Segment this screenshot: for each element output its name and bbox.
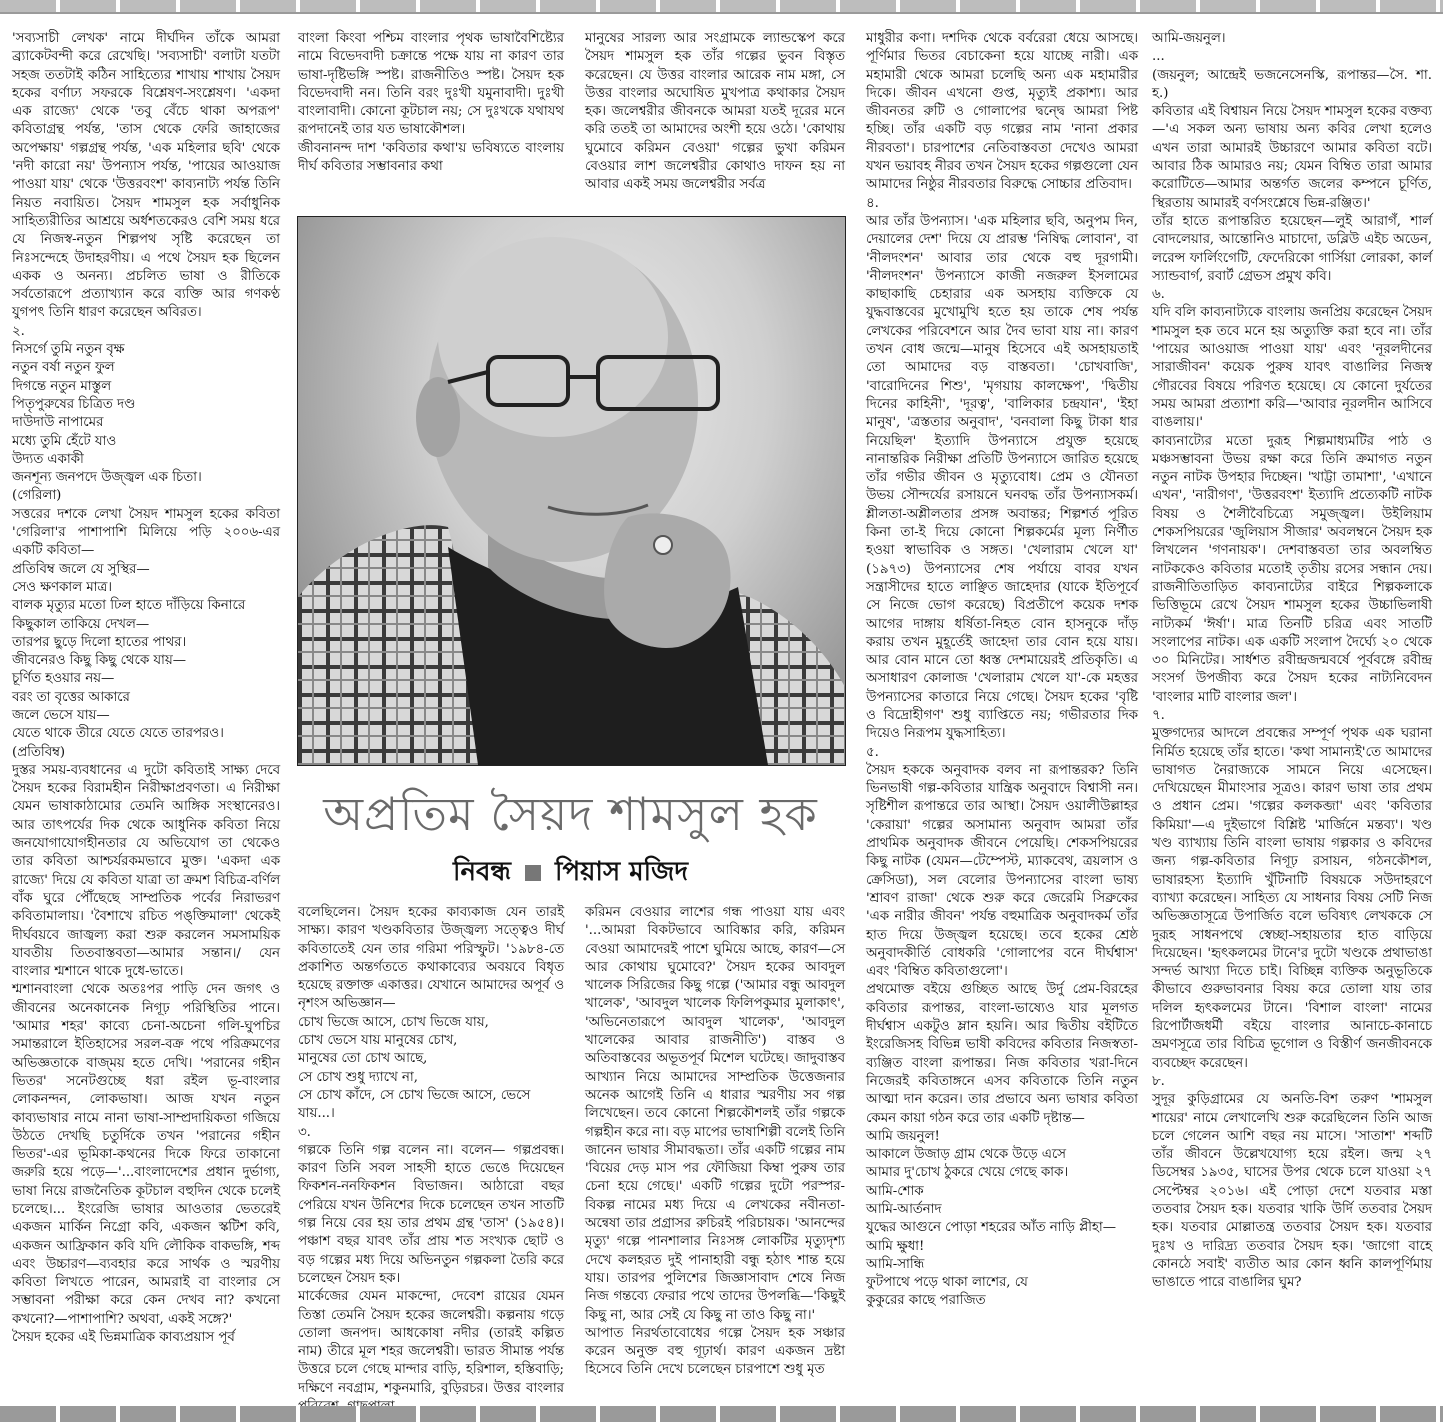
article-paragraph: জলে ভেসে যায়— bbox=[12, 707, 110, 723]
article-paragraph: আমি ক্ষুধা! bbox=[866, 1238, 925, 1254]
article-paragraph: কুকুরের কাছে পরাজিত bbox=[866, 1293, 986, 1309]
article-paragraph: দাউদাউ নাপামের bbox=[12, 415, 104, 431]
article-headline: অপ্রতিম সৈয়দ শামসুল হক bbox=[323, 787, 818, 841]
article-paragraph: ২. bbox=[12, 323, 25, 339]
article-paragraph: মাধুরীর কণা। দশদিক থেকে বর্বরেরা ধেয়ে আসছে। পূর্ণিমার ভিতর বেচাকেনা হয়ে যাচ্ছে নারী। এক মহামারী থেকে আমরা চলেছি অন্য এক মহামারীর দিকে। জীবন এখনো গুপ্ত, মৃত্যুই প্রকাশ্য। আর জীবনতর রুটি ও গোলাপের দ্বন্দ্বে আমরা পিষ্ট হচ্ছি। তাঁর একটি বড় গল্পের নাম 'নানা প্রকার নীরবতা'। চারপাশের নেতিবাস্তবতা দেখেও আমরা যখন ভয়াবহ নীরব তখন সৈয়দ হকের গল্পগুলো যেন আমাদের নিষ্ঠুর নীরবতার বিরুদ্ধে সোচ্চার প্রতিবাদ। bbox=[866, 31, 1138, 193]
article-paragraph: আকালে উজাড় গ্রাম থেকে উড়ে এসে bbox=[866, 1147, 1066, 1163]
article-paragraph: আমি জয়নুল! bbox=[866, 1128, 940, 1144]
article-paragraph: আপাত নিরর্থতাবোধের গল্পে সৈয়দ হক সঞ্চার করেন অনুক্ত বহু গূঢ়ার্থ। কারণ একজন দ্রষ্টা হিসেবে তিনি দেখে চলেছেন চারপাশে শুধু মৃত bbox=[585, 1325, 845, 1378]
article-paragraph: জীবনেরও কিছু কিছু থেকে যায়— bbox=[12, 653, 187, 669]
article-paragraph: সে চোখ কাঁদে, সে চোখ ভিজে আসে, ভেসে যায়...। bbox=[298, 1087, 531, 1122]
article-paragraph: তারপর ছুড়ে দিলো হাতের পাথর। bbox=[12, 634, 187, 650]
article-paragraph: মার্কেজের যেমন মাকন্দো, দেবেশ রায়ের যেমন তিস্তা তেমনি সৈয়দ হকের জলেশ্বরী। কল্পনায় গড়ে তোলা জনপদ। আধকোষা নদীর (তারই কল্পিত নাম) তীরে মূল শহর জলেশ্বরী। ভারত সীমান্ত পর্যন্ত উত্তরে চলে গেছে মান্দার বাড়ি, হরিশাল, হস্তিবাড়ি; দক্ষিণে নবগ্রাম, শকুনমারি, বুড়িরচর। উত্তর বাংলার bbox=[298, 1289, 564, 1396]
author-portrait-photo bbox=[297, 216, 846, 766]
article-paragraph: যেতে থাকে তীরে যেতে যেতে তারপরও। bbox=[12, 726, 224, 742]
article-paragraph: সৈয়দ হককে অনুবাদক বলব না রূপান্তরক? তিনি ভিনভাষী গল্প-কবিতার যান্ত্রিক অনুবাদে বিশ্বাসী নন। সৃষ্টিশীল রূপান্তরে তার আস্থা। সৈয়দ ওয়ালীউল্লাহর 'কেরায়া' গল্পের অসামান্য অনুবাদ আমরা তাঁর প্রাথমিক অনুবাদক জীবনে পেয়েছি। শেকসপিয়রের কিছু নাটক (যেমন—টেম্পেস্ট, ম্যাকবেথ, ত্রয়লাস ও ক্রেসিডা), সল বেলোর উপন্যাসের বাংলা ভাষ্য 'শ্রাবণ রাজা' থেকে শুরু করে জেরেমি সিব্রুকের 'এক নারীর জীবন' পর্যন্ত বহুমাত্রিক অনুবাদকর্ম তাঁর হাত দিয়ে উজ্জ্বল হয়েছে। তবে হকের শ্রেষ্ঠ অনুবাদকীর্তি বোধকরি 'গোলাপের বনে দীর্ঘশ্বাস' এবং 'বিম্বিত কবিতাগুলো'। bbox=[866, 762, 1138, 980]
article-paragraph: (প্রতিবিম্ব) bbox=[12, 744, 66, 760]
article-paragraph: আর তাঁর উপন্যাস। 'এক মহিলার ছবি, অনুপম দিন, দেয়ালের দেশ' দিয়ে যে প্রারম্ভ 'নিষিদ্ধ লোবান', বা 'নীলদংশন' আবার তার থেকে বহু দূরগামী। 'নীলদংশন' উপন্যাসে কাজী নজরুল ইসলামের কাছাকাছি চেহারার এক অসহায় ব্যক্তিকে যে যুদ্ধবাস্তবের মুখোমুখি হতে হয় তাকে শেষ পর্যন্ত লেখকের পরিবেশনে আর দৈব ভাবা যায় না। কারণ তখন বোধ জন্মে—মানুষ হিসেবে এই অসহায়তাই তো আমাদের বড় বাস্তবতা। 'চোখবাজি', 'বারোদিনের শিশু', 'মৃগয়ায় কালক্ষেপ', 'দ্বিতীয় দিনের কাহিনী', 'দূরত্ব', 'বালিকার চন্দ্রযান', 'ইহা মানুষ', 'ত্রস্ততার অনুবাদ', 'বনবালা কিছু টাকা ধার নিয়েছিল' ইত্যাদি উপন্যাসে প্রযুক্ত হয়েছে নানান্তরিক নিরীক্ষা প্রতিটি উপন্যাসে জারিত হয়েছে তাঁর গভীর জীবন ও মৃত্যুবোধ। প্রেম ও যৌনতা উভয় সৌন্দর্যের রসায়নে ঘনবদ্ধ তাঁর উপন্যাসকর্ম। শ্লীলতা-অশ্লীলতার প্রসঙ্গ অবান্তর; শিল্পশর্ত পূরিত কিনা তা-ই দিয়ে কোনো শিল্পকর্মের মূল্য নির্ণীত হওয়া স্বাভাবিক ও সঙ্গত। 'খেলারাম খেলে যা' (১৯৭৩) উপন্যাসের শেষ পর্যায়ে বাবর যখন সন্ত্রাসীদের হাতে লাঞ্ছিত জাহেদার (যাকে ইতিপূর্বে সে নিজে ভোগ করেছে) বিপ্রতীপে কয়েক দশক আগের দাঙ্গায় ধর্ষিতা-নিহত বোন হাসনুকে দাঁড় করায় তখন মুহূর্তেই জাহেদা তার বোন হয়ে যায়। আর বোন মানে তো ধ্বস্ত দেশমায়েরই প্রতিকৃতি। এ অসাধারণ কোলাজ 'খেলারাম খেলে যা'-কে মহত্তর উপন্যাসের কাতারে নিয়ে গেছে। সৈয়দ হকের 'বৃষ্টি ও বিদ্রোহীগণ' শুধু ব্যাপ্তিতে নয়; গভীরতার দিক দিয়েও নিরূপম যুদ্ধসাহিত্য। bbox=[866, 213, 1138, 742]
article-paragraph: বাংলা কিংবা পশ্চিম বাংলার পৃথক ভাষাবৈশিষ্ট্যের নামে বিভেদবাদী চক্রান্তে পক্ষে যায় না কারণ তার ভাষা-দৃষ্টিভঙ্গি স্পষ্ট। রাজনীতিও স্পষ্ট। সৈয়দ হক বিভেদবাদী নন। তিনি বরং দুঃখী যমুনাবাদী। দুঃখী বাংলাবাদী। কোনো কূটচাল নয়; সে দুঃখকে যথাযথ রূপদানেই তার যত ভাষাকৌশল। bbox=[298, 31, 564, 138]
article-paragraph: চোখ ভিজে আসে, চোখ ভিজে যায়, bbox=[298, 1014, 489, 1030]
article-paragraph: 'সব্যসাচী লেখক' নামে দীর্ঘদিন তাঁকে আমরা ব্র্যাকেটবন্দী করে রেখেছি। 'সব্যসাচী' বলাটা যতটা সহজ ততটাই কঠিন সাহিত্যের শাখায় শাখায় সৈয়দ হকের বর্ণাঢ্য সফরকে বিশ্লেষণ-সংশ্লেষণ। 'একদা এক রাজ্যে' থেকে 'তবু বেঁচে থাকা অপরূপ' কবিতাগ্রন্থ পর্যন্ত, 'তাস থেকে ফেরি জাহাজের অপেক্ষায়' গল্পগ্রন্থ পর্যন্ত, 'এক মহিলার ছবি' থেকে 'নদী কারো নয়' উপন্যাস পর্যন্ত, 'পায়ের আওয়াজ পাওয়া যায়' থেকে 'উত্তরবংশ' কাব্যনাট্য পর্যন্ত তিনি নিয়ত নবায়িত। সৈয়দ শামসুল হক সর্বাধুনিক সাহিত্যরীতির আশ্রয়ে অর্ধশতকেরও বেশি সময় ধরে যে নিজস্ব-নতুন শিল্পপথ সৃষ্টি করেছেন তা নিঃসন্দেহে উদাহরণীয়। এ পথে সৈয়দ হক ছিলেন একক ও অনন্য। প্রচলিত ভাষা ও রীতিকে সর্বতোরূপে প্রত্যাখ্যান করে ব্যক্তি আর গণকণ্ঠ যুগপৎ তিনি ধারণ করেছেন অবিরত। bbox=[12, 31, 280, 321]
article-paragraph: (জয়নুল; আন্দ্রেই ভজনেসেনস্কি, রূপান্তর—সৈ. শা. হ.) bbox=[1152, 67, 1432, 101]
article-paragraph: মানুষের তো চোখ আছে, bbox=[298, 1051, 428, 1067]
article-paragraph: চূর্ণিত হওয়ার নয়— bbox=[12, 671, 115, 687]
article-paragraph: ফুটপাথে পড়ে থাকা লাশের, যে bbox=[866, 1275, 1028, 1291]
article-paragraph: মানুষের সারল্য আর সংগ্রামকে ল্যান্ডস্কেপ করে সৈয়দ শামসুল হক তাঁর গল্পের ভুবন বিস্তৃত করেছেন। যে উত্তর বাংলার আরেক নাম মঙ্গা, সে উত্তর বাংলার অঘোষিত মুখপাত্র কথাকার সৈয়দ হক। জলেশ্বরীর জীবনকে আমরা যতই দূরের মনে করি ততই তা আমাদের অংশী হয়ে ওঠে। 'কোথায় ঘুমোবে করিমন বেওয়া' গল্পের ভুখা করিমন বেওয়ার লাশ জলেশ্বরীর কোথাও দাফন হয় না আবার একই সময় জলেশ্বরীর সর্বত্র bbox=[585, 31, 845, 193]
byline-author: পিয়াস মজিদ bbox=[555, 857, 688, 887]
article-paragraph: বরং তা বৃত্তের আকারে bbox=[12, 689, 130, 705]
article-paragraph: সে চোখ শুধু দ্যাখে না, bbox=[298, 1069, 418, 1085]
column-2-top bbox=[298, 30, 564, 210]
article-paragraph: নতুন বর্ষা নতুন ফুল bbox=[12, 360, 115, 376]
article-paragraph: মুক্তগদ্যের আদলে প্রবন্ধের সম্পূর্ণ পৃথক এক ঘরানা নির্মিত হয়েছে তাঁর হাতে। 'কথা সামান্যই'তে আমাদের ভাষাগত নৈরাজ্যকে সামনে নিয়ে এসেছেন। দেখিয়েছেন মীমাংসার সূত্রও। কারণ ভাষা তার প্রথম ও প্রধান প্রেম। 'গল্পের কলকব্জা' এবং 'কবিতার কিমিয়া'—এ দুইভাগে বিশ্লিষ্ট 'মার্জিনে মন্তব্য'। খণ্ড খণ্ড ব্যাখ্যায় তিনি বাংলা ভাষায় গল্পকার ও কবিদের জন্য গল্প-কবিতার নিগূঢ় রসায়ন, গঠনকৌশল, ভাষারহস্য ইত্যাদি খুঁটিনাটি বিষয়কে সউদাহরণে ব্যাখ্যা করেছেন। সাহিত্য যে সাধনার বিষয় সেটি নিজ অভিজ্ঞতাসূত্রে উপার্জিত বলে ভবিষ্যৎ লেখককে সে দুরূহ সাধনপথে স্বেচ্ছা-সহায়তার হাত বাড়িয়ে দিয়েছেন। 'হৃৎকলমের টানে'র দুটো খণ্ডকে প্রথাভাঙা সন্দর্ভ আখ্যা দিতে চাই। বিচ্ছিন্ন ব্যক্তিক অনুভূতিকে কীভাবে গুরুভাবনার বিষয় করে তোলা যায় তার দলিল হৃৎকলমের টানে। 'বিশাল বাংলা' নামের রিপোর্টাজধর্মী বইয়ে বাংলার আনাচে-কানাচে ভ্রমণসূত্রে তার বিচিত্র ভূগোল ও বিস্তীর্ণ জনজীবনকে ব্যবচ্ছেদ করেছেন। bbox=[1152, 726, 1432, 1071]
article-paragraph: সৈয়দ হকের এই ভিন্নমাত্রিক কাব্যপ্রয়াস পূর্ব bbox=[12, 1330, 235, 1346]
article-paragraph: ৬. bbox=[1152, 287, 1165, 303]
article-paragraph: ৮. bbox=[1152, 1073, 1165, 1089]
article-paragraph: কাব্যনাট্যের মতো দুরূহ শিল্পমাধ্যমটির পাঠ ও মঞ্চসম্ভাবনা উভয় রক্ষা করে তিনি ক্রমাগত নতুন নতুন নাটক উপহার দিচ্ছেন। 'খাট্টা তামাশা', 'এখানে এখন', 'নারীগণ', 'উত্তরবংশ' ইত্যাদি প্রত্যেকটি নাটক বিষয় ও শৈলীবৈচিত্র্যে সমুজ্জ্বল। উইলিয়াম শেকসপিয়রের 'জুলিয়াস সীজার' অবলম্বনে সৈয়দ হক লিখলেন 'গণনায়ক'। দেশবাস্তবতা তার অবলম্বিত নাটককেও কবিতার মতোই তৃতীয় রসের সন্ধান দেয়। রাজনীতিতাড়িত কাব্যনাট্যের বাইরে শিল্পকলাকে ভিত্তিভূমে রেখে সৈয়দ শামসুল হকের উচ্চাভিলাষী নাট্যকর্ম 'ঈর্ষা'। মাত্র তিনটি চরিত্র এবং সাতটি সংলাপের নাটক। এক একটি সংলাপ দৈর্ঘ্যে ২০ থেকে ৩০ মিনিটের। সার্ধশত রবীন্দ্রজন্মবর্ষে পূর্ববঙ্গে রবীন্দ্র সংসর্গ উপজীব্য করে সৈয়দ হকের নাট্যনিবেদন 'বাংলার মাটি বাংলার জল'। bbox=[1152, 433, 1432, 705]
column-2-bottom bbox=[298, 904, 564, 1402]
article-paragraph: জীবনানন্দ দাশ 'কবিতার কথা'য় ভবিষ্যতে বাংলায় দীর্ঘ কবিতার সম্ভাবনার কথা bbox=[298, 140, 564, 175]
article-paragraph: যদি বলি কাব্যনাট্যকে বাংলায় জনপ্রিয় করেছেন সৈয়দ শামসুল হক তবে মনে হয় অত্যুক্তি করা হবে না। তাঁর 'পায়ের আওয়াজ পাওয়া যায়' এবং 'নূরলদীনের সারাজীবন' কয়েক পুরুষ যাবৎ বাঙালির নিজস্ব গৌরবের বিষয়ে পরিণত হয়েছে। যে কোনো দুর্যতের সময় আমরা প্রত্যাশা করি—'আবার নূরলদীন আসিবে বাঙলায়।' bbox=[1152, 305, 1432, 431]
article-paragraph: প্রতিবিম্ব জলে যে সুস্থির— bbox=[12, 561, 150, 577]
byline-separator-square-icon bbox=[525, 865, 541, 881]
article-paragraph: পিতৃপুরুষের চিত্রিত দণ্ড bbox=[12, 396, 136, 412]
article-paragraph: কিছুকাল তাকিয়ে দেখল— bbox=[12, 616, 150, 632]
column-3-top bbox=[585, 30, 845, 210]
article-paragraph: আমি-আর্তনাদ bbox=[866, 1202, 942, 1217]
article-paragraph: চোখ ভেসে যায় মানুষের চোখ, bbox=[298, 1033, 458, 1049]
article-paragraph: সত্তরের দশকে লেখা সৈয়দ শামসুল হকের কবিতা 'গেরিলা'র পাশাপাশি মিলিয়ে পড়ি ২০০৬-এর একটি কবিতা— bbox=[12, 506, 280, 559]
byline-section: নিবন্ধ bbox=[453, 857, 512, 887]
article-paragraph: ৫. bbox=[866, 744, 879, 760]
article-paragraph: বলেছিলেন। সৈয়দ হকের কাব্যকাজ যেন তারই সাক্ষ্য। কারণ খণ্ডকবিতার উজ্জ্বল্য সত্ত্বেও দীর্ঘ কবিতাতেই যেন তার গরিমা পরিস্ফুট। '১৯৮৪-তে প্রকাশিত অন্তর্গততে কথাকাব্যের অবয়বে বিধৃত হয়েছে রক্তাক্ত একাত্তর। যেখানে আমাদের অপূর্ব ও নৃশংস অভিজ্ঞান— bbox=[298, 905, 564, 1012]
article-paragraph: আমার দু'চোখ ঠুকরে খেয়ে গেছে কাক। bbox=[866, 1165, 1069, 1181]
article-byline bbox=[297, 852, 844, 892]
article-paragraph: গল্পকে তিনি গল্প বলেন না। বলেন— গল্পপ্রবন্ধ। কারণ তিনি সবল সাহসী হাতে ভেঙে দিয়েছেন ফিকশন-ননফিকশন বিভাজন। আঠারো বছর পেরিয়ে যখন উনিশের দিকে চলেছেন তখন সাতটি গল্প নিয়ে বের হয় তার প্রথম গ্রন্থ 'তাস' (১৯৫৪)। পঞ্চাশ বছর যাবৎ তাঁর প্রায় শত সংখ্যক ছোট ও বড় গল্পের মধ্য দিয়ে অভিনতুন গল্পকলা তৈরি করে চলেছেন সৈয়দ হক। bbox=[298, 1142, 564, 1286]
article-paragraph: মধ্যে তুমি হেঁটে যাও bbox=[12, 433, 117, 449]
article-paragraph: ... bbox=[1152, 49, 1165, 65]
article-paragraph: ৩. bbox=[298, 1124, 311, 1140]
article-paragraph: আমি-শোক bbox=[866, 1183, 924, 1199]
column-4 bbox=[866, 30, 1138, 1402]
article-paragraph: উদ্যত একাকী bbox=[12, 451, 84, 467]
bottom-border-rule bbox=[0, 1406, 1443, 1422]
column-5 bbox=[1152, 30, 1432, 1402]
article-paragraph: ৪. bbox=[866, 195, 879, 211]
article-paragraph: আমি-সান্ধি bbox=[866, 1256, 925, 1272]
article-paragraph: (গেরিলা) bbox=[12, 488, 62, 504]
article-paragraph: যুদ্ধের আগুনে পোড়া শহরের আঁত নাড়ি প্লীহা— bbox=[866, 1220, 1117, 1236]
article-paragraph: তাঁর হাতে রূপান্তরিত হয়েছেন—লুই আরাগঁ, শার্ল বোদলেয়ার, আন্তোনিও মাচাদো, ডব্লিউ এইচ অডেন, লরেন্স ফার্লিংগেটি, ফেদেরিকো গার্সিয়া লোরকা, কার্ল স্যান্ডবার্গ, রবার্ট গ্রেভস প্রমুখ কবি। bbox=[1152, 213, 1432, 284]
article-paragraph: আমি-জয়নুল। bbox=[1152, 31, 1226, 46]
article-paragraph: প্রথমোক্ত বইয়ে গুচ্ছিত আছে উর্দু প্রেম-বিরহের কবিতার রূপান্তর, বাংলা-ভাষ্যেও যার মূলগত দীর্ঘশ্বাস একটুও ম্লান হয়নি। আর দ্বিতীয় বইটিতে ইংরেজিসহ বিভিন্ন ভাষী কবিদের কবিতার নিজস্বতা-ব্যঞ্জিত বাংলা রূপান্তর। নিজ কবিতার খরা-দিনে নিজেরই কবিতাঙ্গনে এসব কবিতাকে তিনি নতুন আত্মা দান করেন। তার প্রভাবে অন্য ভাষার কবিতা কেমন কায়া গঠন করে তার একটি দৃষ্টান্ত— bbox=[866, 982, 1138, 1126]
article-paragraph: সেও ক্ষণকাল মাত্র। bbox=[12, 579, 113, 595]
article-paragraph: ৭. bbox=[1152, 707, 1165, 723]
article-paragraph: দুস্তর সময়-ব্যবধানের এ দুটো কবিতাই সাক্ষ্য দেবে সৈয়দ হকের বিরামহীন নিরীক্ষাপ্রবণতা। এ নিরীক্ষা যেমন ভাষাকাঠামোর তেমনি আঙ্গিক সংস্থানেরও। আর তাৎপর্যের দিক থেকে আধুনিক কবিতা নিয়ে জনযোগাযোগহীনতার যে অভিযোগ তা থেকেও তার কবিতা আশ্চর্যরকমভাবে মুক্ত। 'একদা এক রাজ্যে' দিয়ে যে কবিতা যাত্রা তা ক্রমশ বিচিত্র-বর্ণিল বাঁক ঘুরে পৌঁছেছে সাম্প্রতিক পর্বের নিরাভরণ কবিতামালায়। 'বৈশাখে রচিত পঙ্‌ক্তিমালা' থেকেই দীর্ঘবয়বে জাজ্বল্য করা শুরু করলেন সমসাময়িক যাবতীয় তিতবাস্তবতা—আমার সন্তান।/ যেন বাংলার শ্মশানে থাকে দুধে-ভাতে। bbox=[12, 762, 280, 980]
article-paragraph: শ্মশানবাংলা থেকে অতঃপর পাড়ি দেন জগৎ ও জীবনের অনেকানেক নিগূঢ় পরিস্থিতির পানে। 'আমার শহর' কাব্যে চেনা-অচেনা গলি-ঘুপচির সমান্তরালে ইতিহাসের সরল-বক্র পথে পরিক্রমণের অভিজ্ঞতাকে বাজ্ময় হতে দেখি। 'পরানের গহীন ভিতর' সনেটগুচ্ছে ধরা রইল ভূ-বাংলার লোকনন্দন, লোকভাষা। আজ যখন নতুন কাব্যভাষার নামে নানা ভাষা-সাম্প্রদায়িকতা গজিয়ে উঠতে দেখছি চতুর্দিকে তখন 'পরানের গহীন ভিতর'-এর ভূমিকা-কথনের দিকে ফিরে তাকানো জরুরি হয়ে পড়ে—'...বাংলাদেশের প্রধান দুর্ভাগ্য, ভাষা নিয়ে রাজনৈতিক কূটচাল বহুদিন থেকে চলেই চলেছে।... ইংরেজি ভাষার আওতার ভেতরেই একজন মার্কিন নিগ্রো কবি, একজন স্কটিশ কবি, একজন আফ্রিকান কবি যদি লৌকিক বাকভঙ্গি, শব্দ এবং উচ্চারণ—ব্যবহার করে সার্থক ও স্মরণীয় কবিতা লিখতে পারেন, আমরাই বা বাংলার সে সম্ভাবনা পরীক্ষা করে কেন দেখব না? কখনো কখনো?—পাশাপাশি? অথবা, একই সঙ্গে?' bbox=[12, 982, 280, 1327]
article-paragraph: দিগন্তে নতুন মাস্তুল bbox=[12, 378, 112, 394]
column-1 bbox=[12, 30, 280, 1402]
top-border-rule bbox=[0, 0, 1443, 14]
article-paragraph: বালক মৃত্যুর মতো ঢিল হাতে দাঁড়িয়ে কিনারে bbox=[12, 598, 246, 614]
article-paragraph: জনশূন্য জনপদে উজ্জ্বল এক চিতা। bbox=[12, 470, 202, 486]
article-paragraph: কবিতার এই বিশ্বায়ন নিয়ে সৈয়দ শামসুল হকের বক্তব্য—'এ সকল অন্য ভাষায় অন্য কবির লেখা হলেও এখন তারা আমারই উচ্চারণে আমার কবিতা বটে। আবার ঠিক আমারও নয়; যেমন বিম্বিত তারা আমার করোটিতে—আমার অন্তর্গত জলের কম্পনে চূর্ণিত, স্থিরতায় আমারই বর্ণসংশ্লেষে ভিন্ন-রঞ্জিত।' bbox=[1152, 104, 1432, 211]
article-paragraph: করিমন বেওয়ার লাশের গন্ধ পাওয়া যায় এবং '...আমরা বিকটভাবে আবিষ্কার করি, করিমন বেওয়া আমাদেরই পাশে ঘুমিয়ে আছে, কারণ—সে আর কোথায় ঘুমোবে?' সৈয়দ হকের আবদুল খালেক সিরিজের কিছু গল্পে ('আমার বন্ধু আবদুল খালেক', 'আবদুল খালেক ফিলিপকুমার মুলাকাৎ', 'অভিনেতারূপে আবদুল খালেক', 'আবদুল খালেকের আবার রাজনীতি') বাস্তব ও অতিবাস্তবের অভূতপূর্ব মিশেল ঘটেছে। জাদুবাস্তব আখ্যান নিয়ে আমাদের সাম্প্রতিক উত্তেজনার অনেক আগেই তিনি এ ধারার স্মরণীয় সব গল্প লিখেছেন। তবে কোনো শিল্পকৌশলই তাঁর গল্পকে গল্পহীন করে না। বড় মাপের ভাষাশিল্পী বলেই তিনি জানেন ভাষার সীমাবদ্ধতা। তাঁর একটি গল্পের নাম 'বিয়ের দেড় মাস পর ফৌজিয়া কিম্বা পুরুষ তার চেনা হয়ে গেছে।' একটি গল্পের দুটো পরস্পর-বিকল্প নামের মধ্য দিয়ে এ লেখকের নবীনতা-অন্বেষা তার প্রগ্রাসর রুচিরই পরিচায়ক। 'আনন্দের মৃত্যু' গল্পে পানশালার নিঃসঙ্গ লোকটির মৃত্যুদৃশ্য দেখে কলহরত দুই পানাহারী বন্ধু হঠাৎ শান্ত হয়ে যায়। তারপর পুলিশের জিজ্ঞাসাবাদ শেষে নিজ নিজ গন্তব্যে ফেরার পথে তাদের উপলব্ধি—'কিছুই কিছু না, আর সেই যে কিছু না তাও কিছু না।' bbox=[585, 905, 845, 1323]
article-paragraph: সুদূর কুড়িগ্রামের যে অনতি-বিশ তরুণ 'শামসুল শায়ের' নামে লেখালেখি শুরু করেছিলেন তিনি আজ চলে গেলেন আশি বছর নয় মাসে। 'সাতাশ' শব্দটি তাঁর জীবনে উল্লেখযোগ্য হয়ে রইল। জন্ম ২৭ ডিসেম্বর ১৯৩৫, ঘাসের উপর থেকে চলে যাওয়া ২৭ সেপ্টেম্বর ২০১৬। এই পোড়া দেশে যতবার মস্তা ততবার সৈয়দ হক। যতবার খাকি উর্দি ততবার সৈয়দ হক। যতবার মোল্লাতন্ত্র ততবার সৈয়দ হক। যতবার দুঃখ ও দারিদ্র্য ততবার সৈয়দ হক। 'জাগো বাহে কোনঠে সবাই' ব্যতীত আর কোন ধ্বনি কালপূর্ণিমায় ভাঙাতে পারে বাঙালির ঘুম? bbox=[1152, 1092, 1432, 1291]
column-3-bottom bbox=[585, 904, 845, 1402]
article-paragraph: নিসর্গে তুমি নতুন বৃক্ষ bbox=[12, 342, 125, 358]
